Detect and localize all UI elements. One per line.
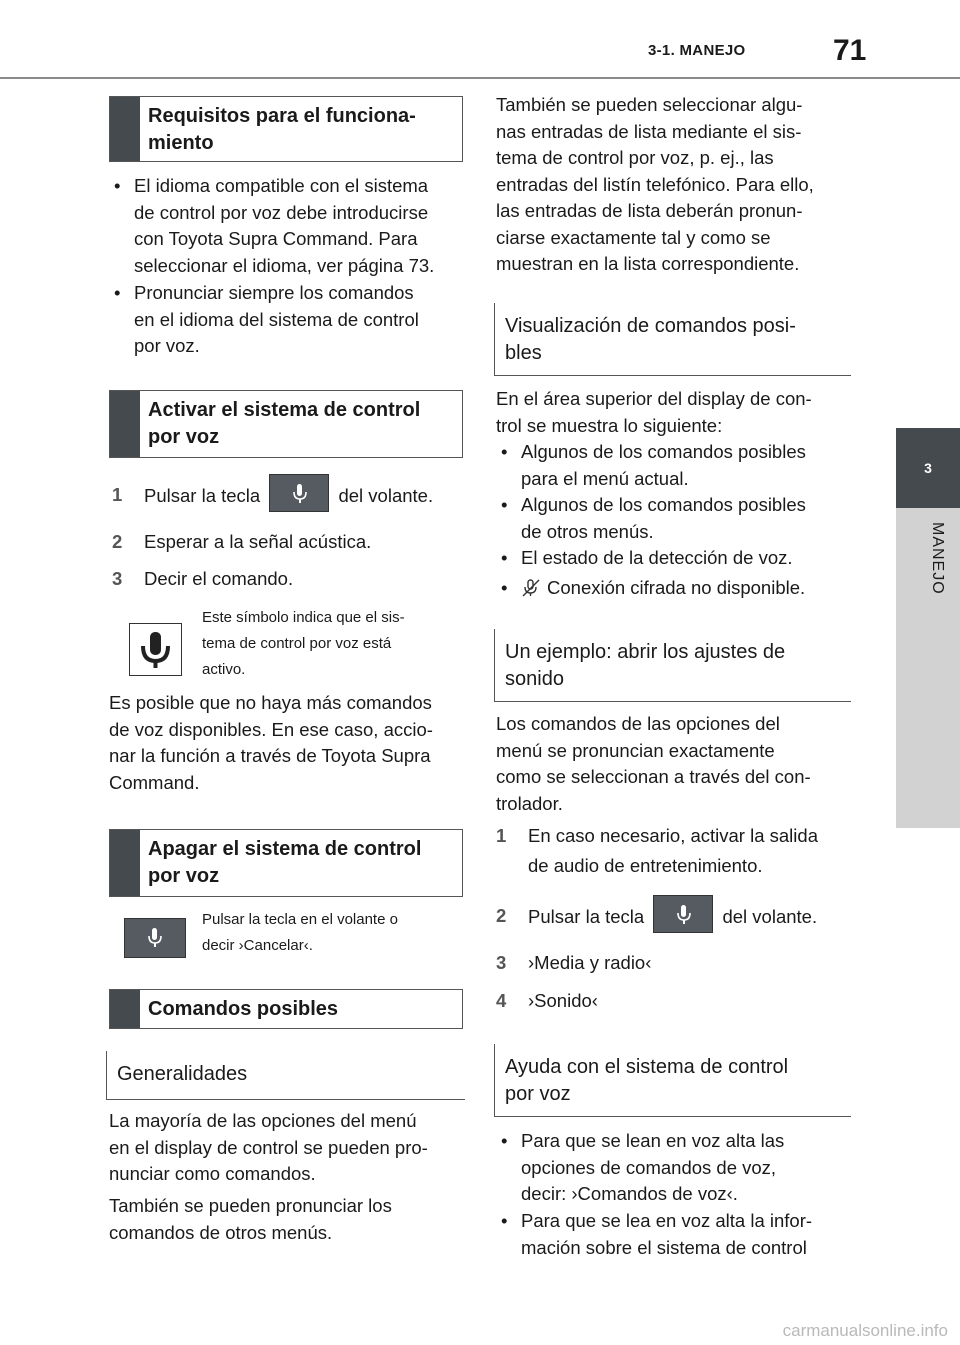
encryption-unavailable-icon <box>521 578 541 598</box>
text-line: Pronunciar siempre los comandos <box>134 282 414 303</box>
example-step-4 <box>496 988 856 1015</box>
list-item <box>112 173 462 279</box>
step-text: Decir el comando. <box>144 568 294 589</box>
text-line: con Toyota Supra Command. Para <box>134 228 418 249</box>
text-line: trolador. <box>496 792 563 814</box>
text: Conexión cifrada no disponible. <box>547 577 806 598</box>
heading-requisitos-text: Requisitos para el funciona- miento <box>148 105 416 154</box>
step-text: Esperar a la señal acústica. <box>144 531 372 552</box>
text-line: decir: ›Comandos de voz‹. <box>521 1183 738 1204</box>
text-line: en el idioma del sistema de control <box>134 308 419 330</box>
text-line: Pulsar la tecla en el volante o <box>202 911 398 928</box>
text-line: tema de control por voz está <box>202 635 392 652</box>
text-line: Para que se lea en voz alta la infor- <box>521 1210 813 1231</box>
example-step-1 <box>496 823 856 883</box>
subheading-text: Ayuda con el sistema de control por voz <box>505 1056 789 1105</box>
list-item <box>499 1128 856 1208</box>
step-text-pre: Pulsar la tecla <box>528 905 645 927</box>
microphone-key-icon <box>653 895 713 933</box>
text-line: El estado de la detección de voz. <box>521 547 793 568</box>
heading-bar <box>110 990 140 1028</box>
step-2 <box>112 529 462 556</box>
text-line: de voz disponibles. En ese caso, accio- <box>109 718 433 740</box>
watermark: carmanualsonline.info <box>782 1321 948 1340</box>
paragraph-mayoria <box>109 1108 469 1188</box>
text-line: en el display de control se pueden pro- <box>109 1136 428 1158</box>
list-item <box>499 545 856 572</box>
step-number: 1 <box>112 484 123 505</box>
list-item <box>499 439 856 492</box>
heading-bar <box>110 97 140 161</box>
text-line: las entradas de lista deberán pronun- <box>496 200 803 221</box>
heading-activar <box>109 390 463 458</box>
subheading-visualizacion <box>494 303 851 376</box>
apagar-note <box>202 907 462 959</box>
text-line: para el menú actual. <box>521 467 689 489</box>
text-line: de otros menús. <box>521 520 654 542</box>
bullet: • <box>501 494 508 515</box>
bullet: • <box>501 441 508 462</box>
text-line: por voz. <box>134 335 200 356</box>
chapter-tab-label: MANEJO <box>929 522 946 595</box>
text-line-with-icon <box>521 575 856 602</box>
subheading-generalidades <box>106 1051 465 1100</box>
bullet: • <box>114 282 121 303</box>
text-line: seleccionar el idioma, ver página 73. <box>134 254 435 276</box>
heading-activar-text: Activar el sistema de control por voz <box>148 399 421 448</box>
text-line: opciones de comandos de voz, <box>521 1156 777 1178</box>
example-step-2 <box>496 897 856 937</box>
step-text <box>144 482 433 512</box>
heading-bar <box>110 391 140 457</box>
paragraph-los <box>496 711 856 817</box>
step-number: 3 <box>112 568 123 589</box>
step-1 <box>112 480 462 520</box>
list-item <box>499 492 856 545</box>
text-line: Para que se lean en voz alta las <box>521 1130 785 1151</box>
microphone-glyph <box>147 927 163 949</box>
text-line: activo. <box>202 661 246 678</box>
text-line: Es posible que no haya más comandos <box>109 692 432 713</box>
step-number: 3 <box>496 952 507 973</box>
text-line: Este símbolo indica que el sis- <box>202 609 405 626</box>
section-header: 3-1. MANEJO <box>648 42 746 59</box>
list-item <box>499 1208 856 1261</box>
list-item <box>112 280 462 360</box>
text-line: En caso necesario, activar la salida <box>528 825 818 846</box>
subheading-text: Un ejemplo: abrir los ajustes de sonido <box>505 641 786 690</box>
text-line: ciarse exactamente tal y como se <box>496 226 771 248</box>
text-line: como se seleccionan a través del con- <box>496 766 811 787</box>
text-line: de audio de entretenimiento. <box>528 855 763 876</box>
microphone-icon <box>129 623 182 676</box>
text-line: tema de control por voz, p. ej., las <box>496 147 774 168</box>
heading-apagar-text: Apagar el sistema de control por voz <box>148 838 422 887</box>
step-3 <box>112 566 462 593</box>
step-text-post: del volante. <box>722 905 818 927</box>
list-item <box>499 575 856 602</box>
step-number: 1 <box>496 825 507 846</box>
page-number: 71 <box>833 34 867 67</box>
microphone-key-icon <box>124 918 186 958</box>
text-line: El idioma compatible con el sistema <box>134 175 429 196</box>
text-line: Command. <box>109 771 200 793</box>
text-line: decir ›Cancelar‹. <box>202 937 313 954</box>
heading-comandos <box>109 989 463 1029</box>
heading-bar <box>110 830 140 896</box>
step-text-pre: Pulsar la tecla <box>144 484 261 506</box>
step-text-post: del volante. <box>338 484 434 506</box>
step-text <box>528 821 818 881</box>
heading-apagar <box>109 829 463 897</box>
example-step-3 <box>496 950 856 977</box>
text-line: trol se muestra lo siguiente: <box>496 414 723 436</box>
text-line: comandos de otros menús. <box>109 1221 333 1243</box>
text-line: nar la función a través de Toyota Supra <box>109 745 431 766</box>
paragraph-posible <box>109 690 469 796</box>
text-line: mación sobre el sistema de control <box>521 1236 807 1258</box>
text-line: nas entradas de lista mediante el sis- <box>496 120 802 142</box>
text-line: menú se pronuncian exactamente <box>496 739 775 761</box>
step-number: 2 <box>496 905 507 926</box>
subheading-ayuda <box>494 1044 851 1117</box>
text-line: La mayoría de las opciones del menú <box>109 1110 417 1131</box>
text-line: También se pueden pronunciar los <box>109 1195 392 1216</box>
text-line: En el área superior del display de con- <box>496 388 812 409</box>
paragraph-area <box>496 386 856 439</box>
step-number: 4 <box>496 990 507 1011</box>
text-line: entradas del listín telefónico. Para ello, <box>496 173 814 195</box>
chapter-tab-number: 3 <box>896 428 960 508</box>
bullet: • <box>501 1210 508 1231</box>
bullet: • <box>501 1130 508 1151</box>
header-rule <box>0 77 960 79</box>
bullet: • <box>114 175 121 196</box>
text-line: Los comandos de las opciones del <box>496 713 780 734</box>
subheading-text: Visualización de comandos posi- bles <box>505 315 796 364</box>
mic-note <box>202 605 462 683</box>
bullet: • <box>501 547 508 568</box>
subheading-ejemplo <box>494 629 851 702</box>
text-line: muestran en la lista correspondiente. <box>496 253 800 274</box>
microphone-key-icon <box>269 474 329 512</box>
heading-comandos-text: Comandos posibles <box>148 998 339 1020</box>
step-text: ›Media y radio‹ <box>528 952 652 973</box>
text-line: Algunos de los comandos posibles <box>521 494 806 515</box>
bullet: • <box>501 577 508 598</box>
paragraph-tambien <box>109 1193 469 1246</box>
microphone-glyph <box>130 624 181 675</box>
chapter-tab <box>896 508 960 828</box>
step-number: 2 <box>112 531 123 552</box>
text-line: Algunos de los comandos posibles <box>521 441 806 462</box>
text-line: nunciar como comandos. <box>109 1163 316 1184</box>
step-text <box>528 903 817 933</box>
text-line: de control por voz debe introducirse <box>134 201 429 223</box>
subheading-text: Generalidades <box>117 1063 248 1085</box>
microphone-glyph <box>292 483 308 505</box>
step-text: ›Sonido‹ <box>528 990 598 1011</box>
heading-requisitos <box>109 96 463 162</box>
paragraph-seleccionar <box>496 92 856 278</box>
microphone-glyph <box>676 904 692 926</box>
text-line: También se pueden seleccionar algu- <box>496 94 803 115</box>
